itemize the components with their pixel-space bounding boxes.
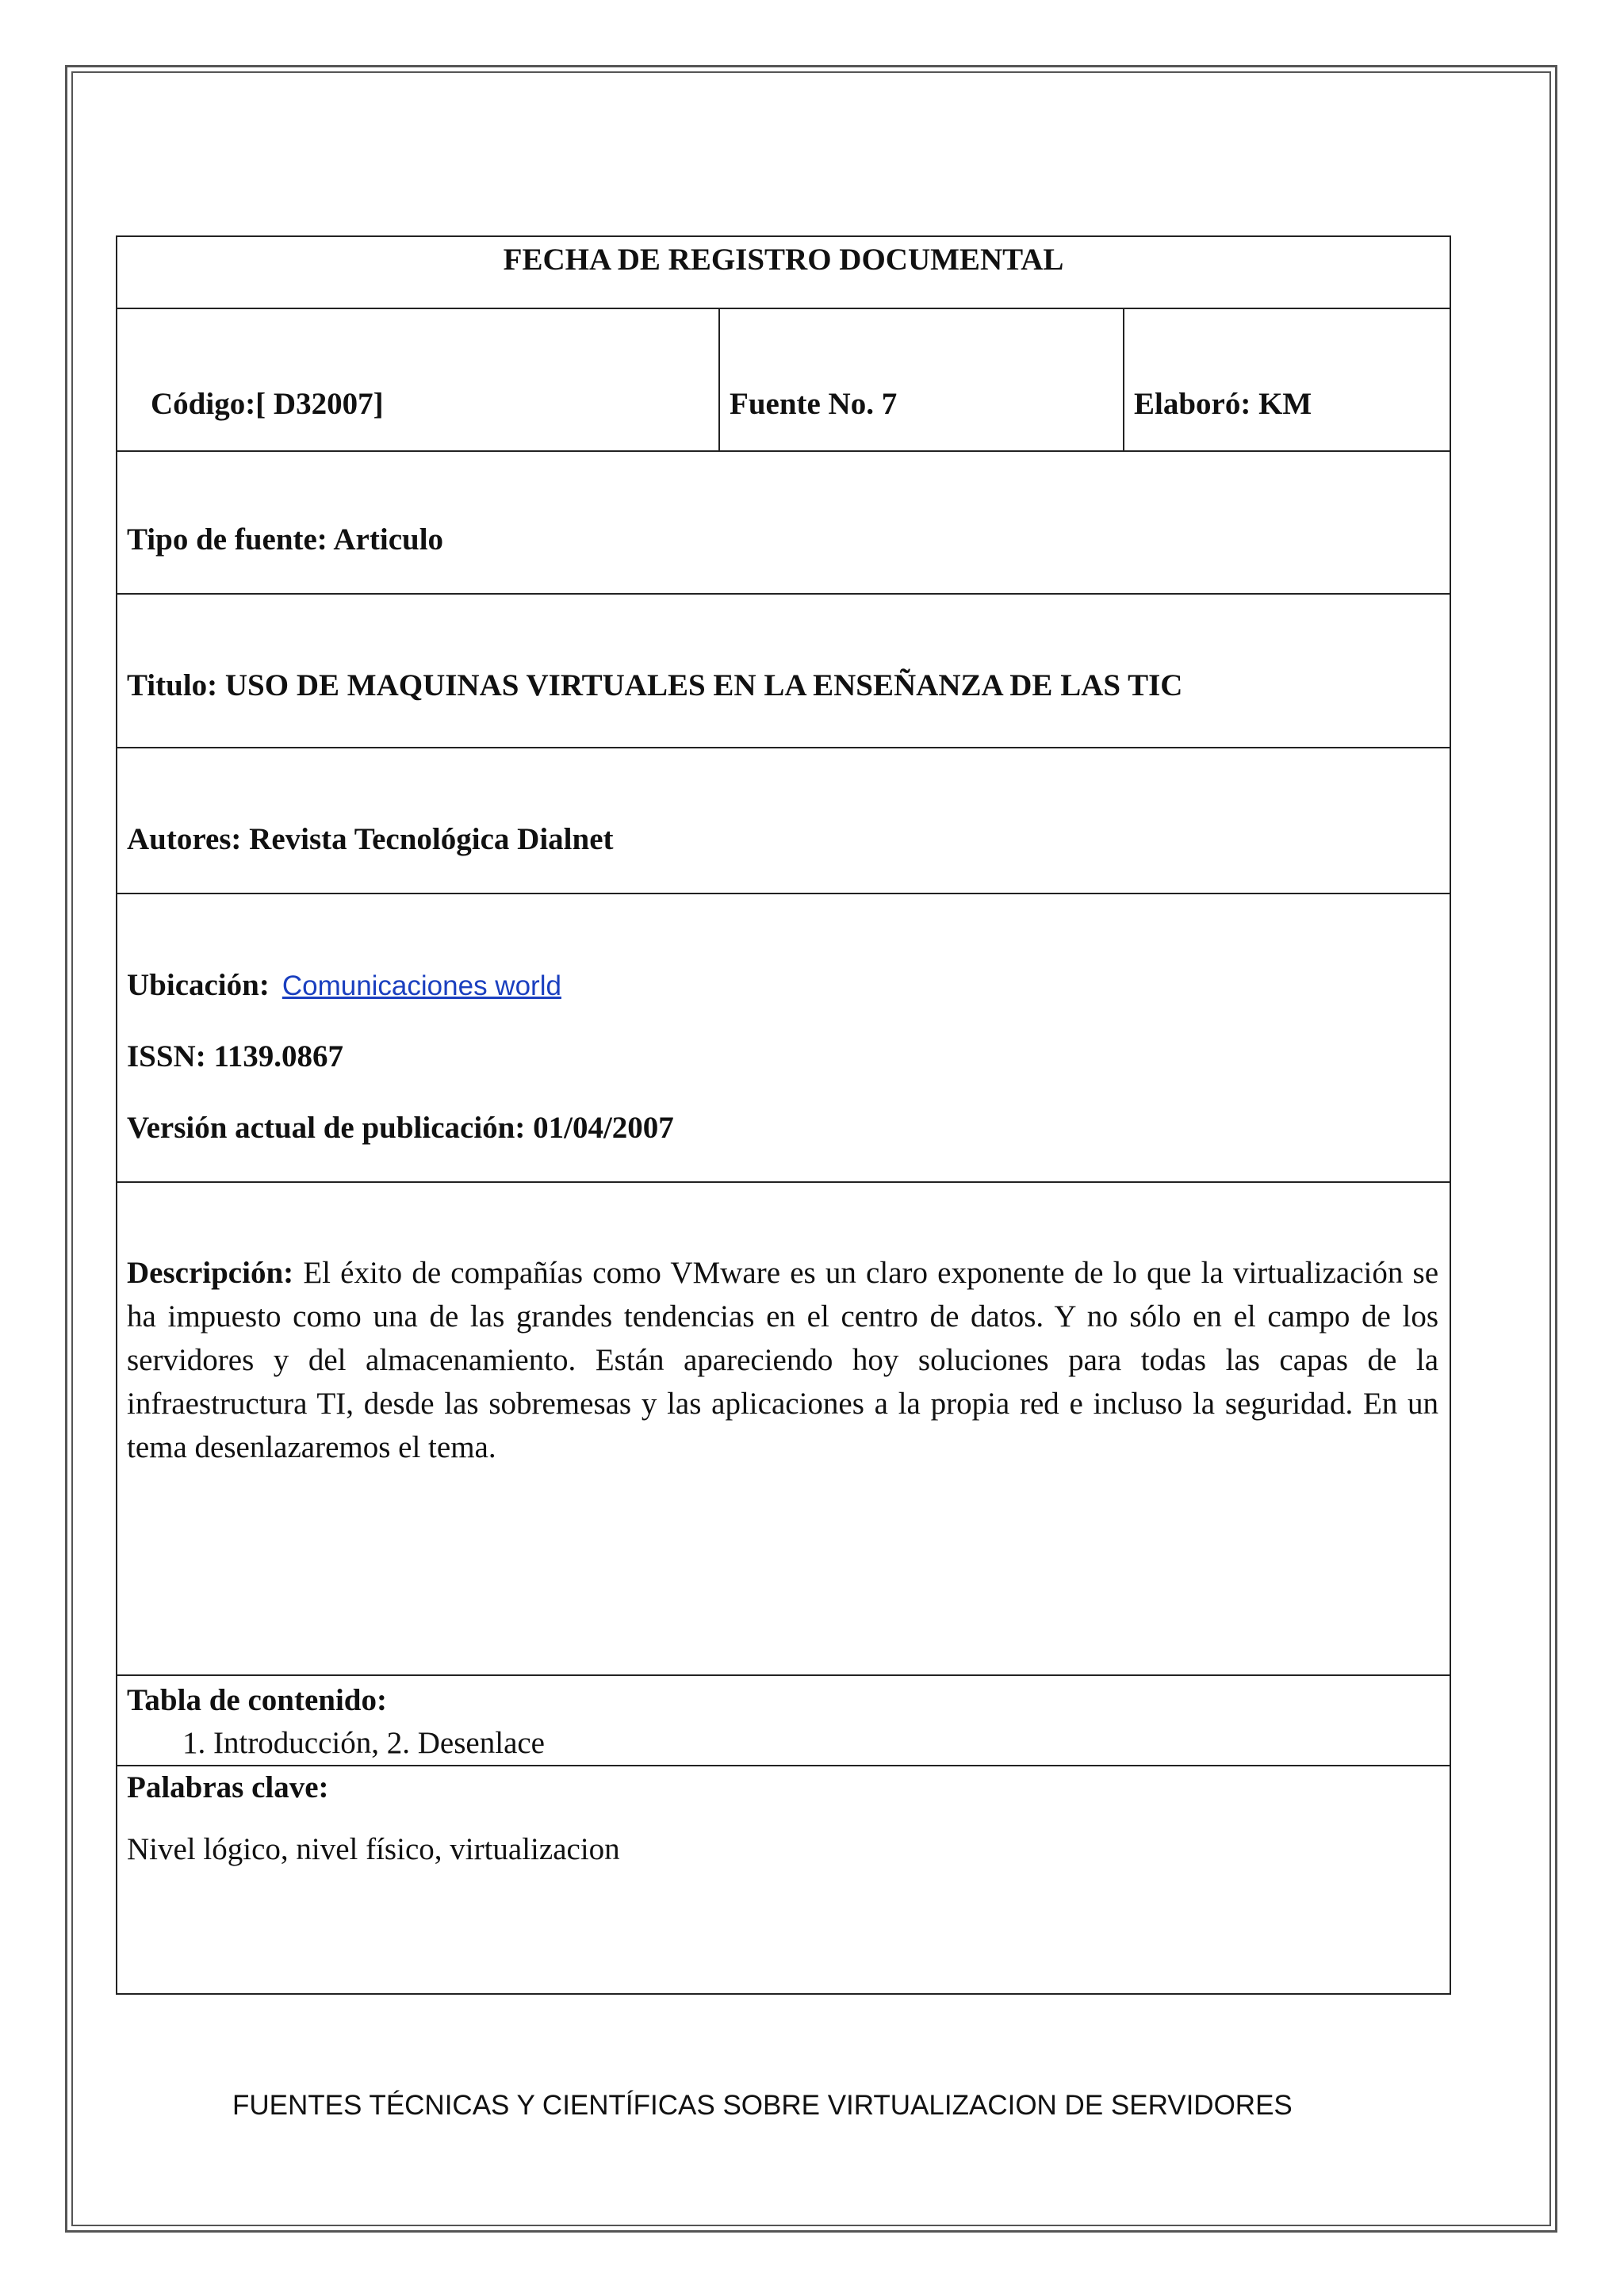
descripcion-text: El éxito de compañías como VMware es un claro exponente de lo que la virtualización se ha impuesto como una de las grandes tendencias en el centro de datos. Y no sólo en el campo de los servidores y del almacenamiento. Están apareciendo hoy soluciones para todas las capas de la infraestructura TI, desde las sobremesas y las aplicaciones a la propia red e incluso la seguridad. En un tema desenlazaremos el tema. — [127, 1256, 1439, 1464]
ubicacion-line — [127, 967, 1450, 1039]
descripcion-block — [117, 1183, 1450, 1469]
codes-row — [117, 308, 1450, 451]
page-footer: FUENTES TÉCNICAS Y CIENTÍFICAS SOBRE VIRTUALIZACION DE SERVIDORES — [232, 2090, 1293, 2121]
titulo-row — [117, 594, 1450, 748]
page-title: FECHA DE REGISTRO DOCUMENTAL — [503, 243, 1064, 277]
tabla-contenido-row — [117, 1675, 1450, 1766]
palabras-clave-row — [117, 1766, 1450, 1994]
titulo-field: Titulo: USO DE MAQUINAS VIRTUALES EN LA ENSEÑANZA DE LAS TIC — [127, 668, 1183, 702]
tipo-fuente-field: Tipo de fuente: Articulo — [127, 522, 444, 557]
fuente-field: Fuente No. 7 — [730, 386, 898, 421]
ubicacion-label: Ubicación: — [127, 968, 270, 1002]
ubicacion-row — [117, 894, 1450, 1182]
autores-row — [117, 748, 1450, 894]
codigo-field: Código:[ D32007] — [151, 386, 384, 421]
descripcion-label: Descripción: — [127, 1256, 294, 1290]
issn-field: ISSN: 1139.0867 — [127, 1039, 344, 1073]
version-field: Versión actual de publicación: 01/04/2007 — [127, 1111, 674, 1145]
ubicacion-link[interactable]: Comunicaciones world — [282, 970, 561, 1001]
palabras-clave-text: Nivel lógico, nivel físico, virtualizacion — [127, 1832, 620, 1866]
elaboro-field: Elaboró: KM — [1134, 386, 1312, 421]
descripcion-row — [117, 1182, 1450, 1675]
record-table — [116, 235, 1451, 1995]
tabla-contenido-label: Tabla de contenido: — [127, 1683, 387, 1717]
palabras-clave-label: Palabras clave: — [127, 1770, 329, 1804]
tipo-fuente-row — [117, 451, 1450, 594]
header-row — [117, 236, 1450, 308]
tabla-contenido-item: 1. Introducción, 2. Desenlace — [182, 1726, 545, 1760]
autores-field: Autores: Revista Tecnológica Dialnet — [127, 822, 614, 856]
